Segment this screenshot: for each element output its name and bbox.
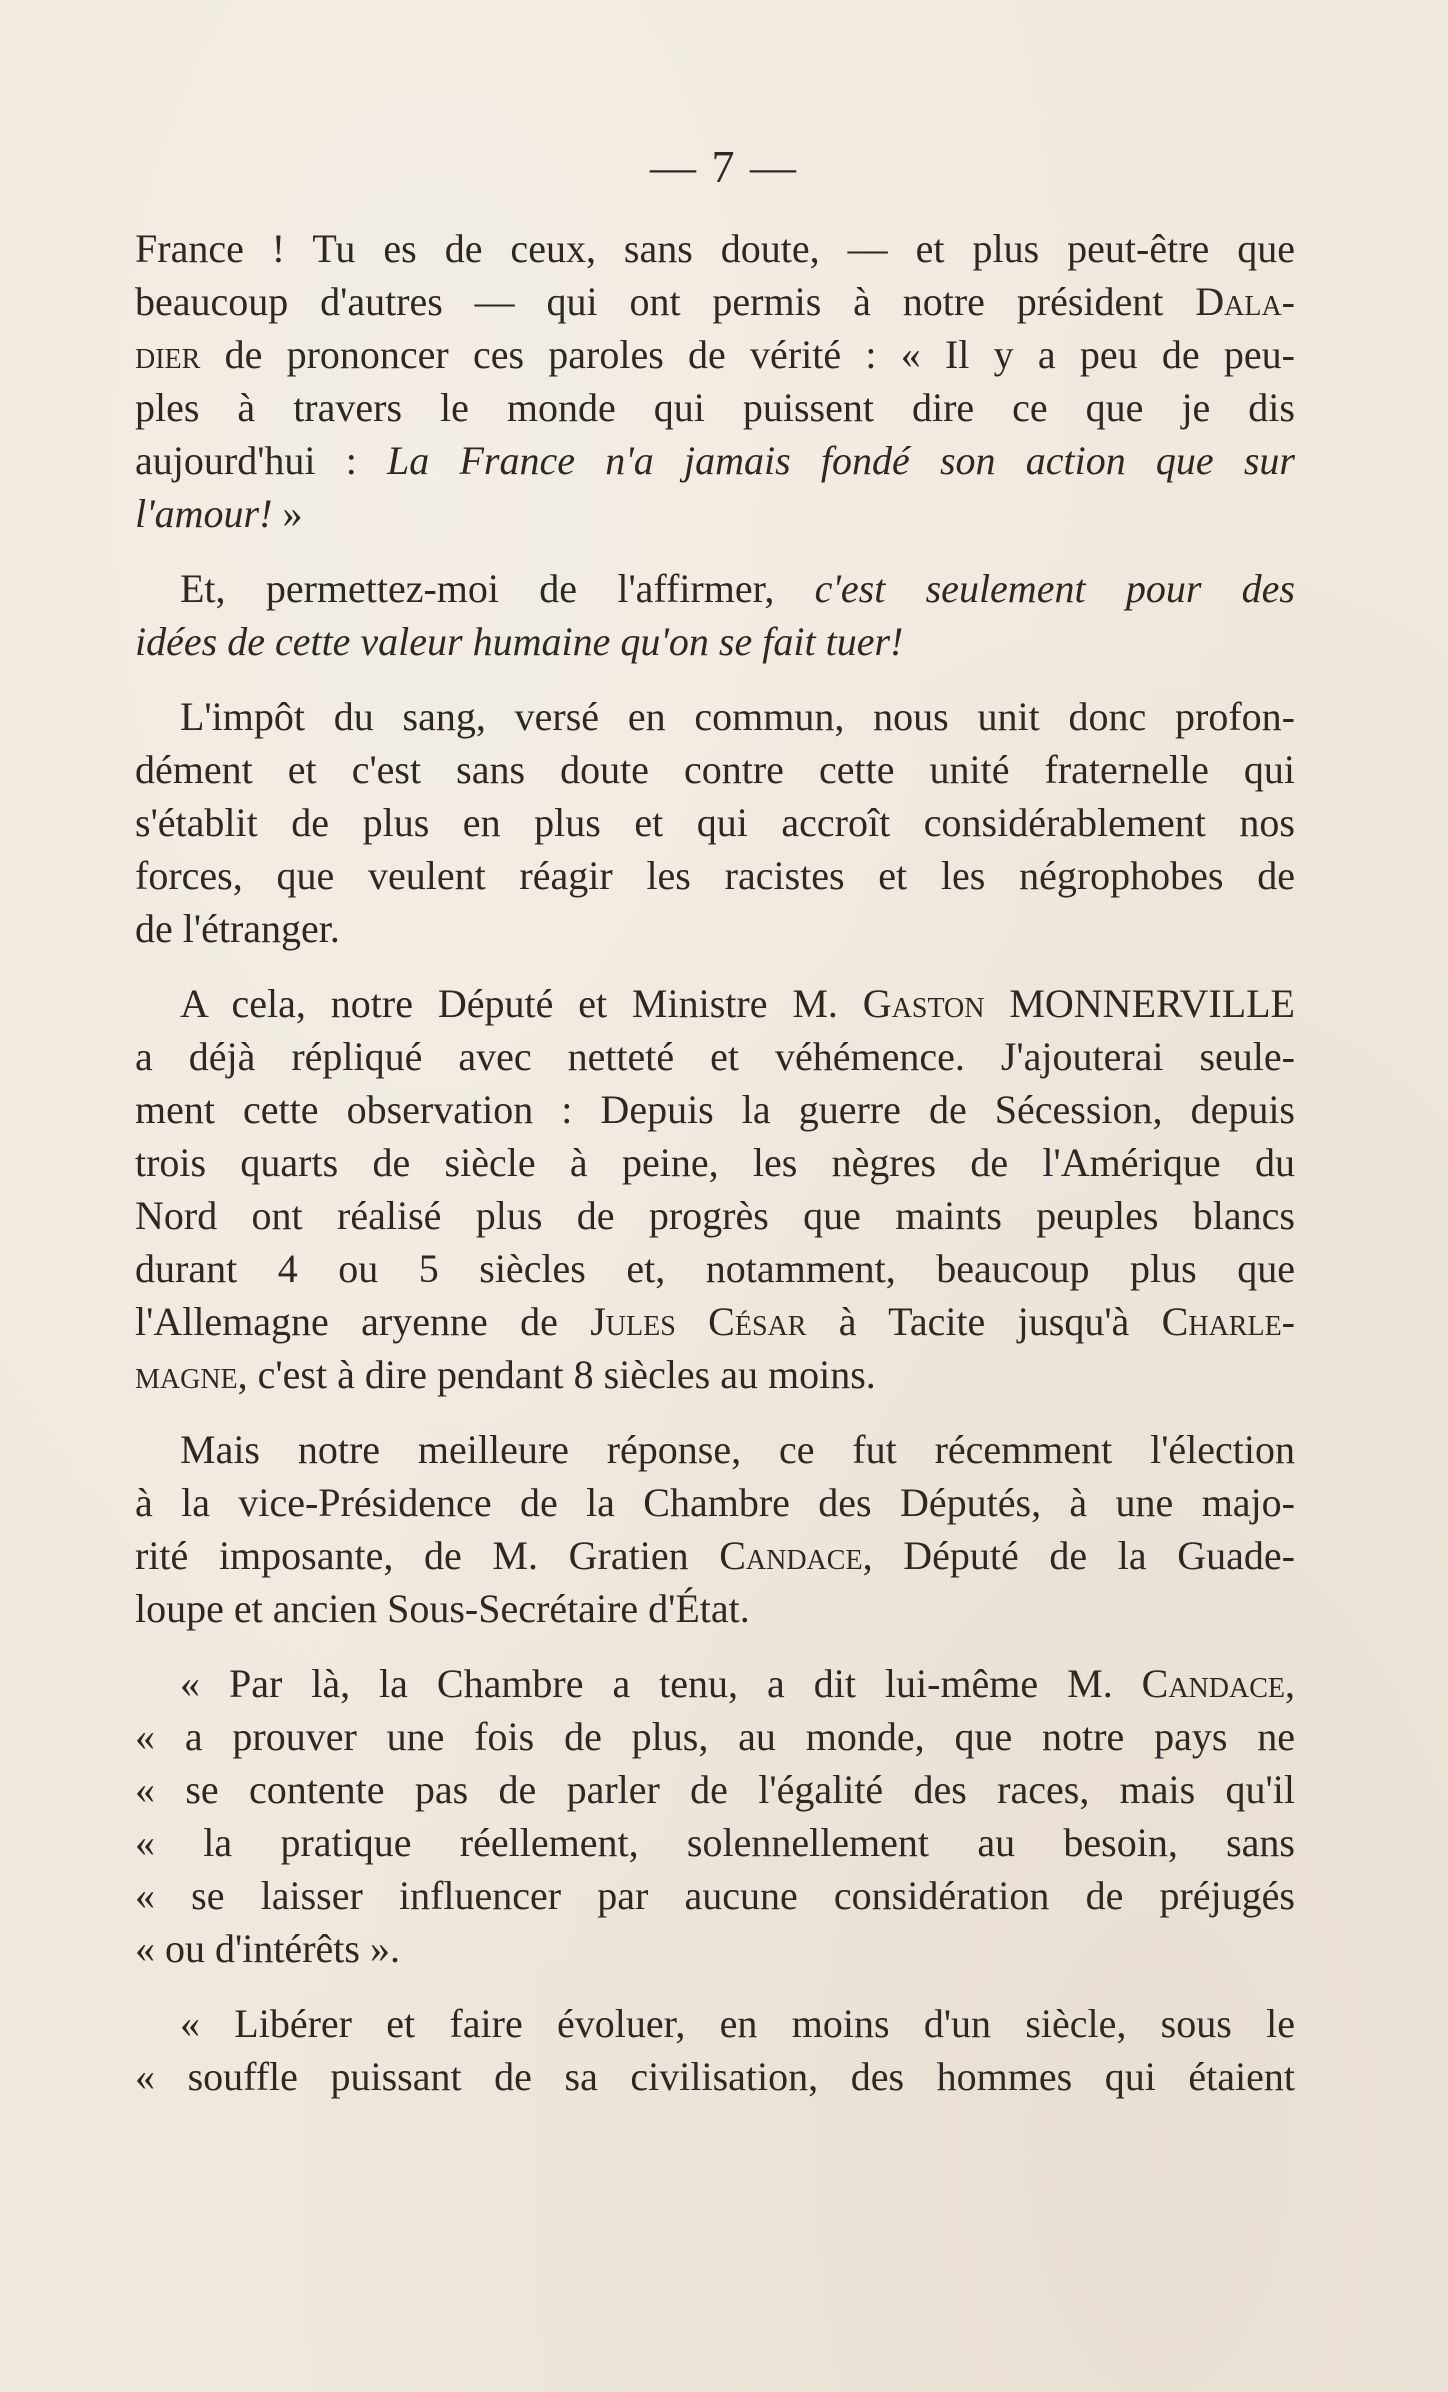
text-line <box>135 902 1295 955</box>
text-line <box>135 1242 1295 1295</box>
text-line <box>135 1816 1295 1869</box>
text-segment: « se contente pas de parler de l'égalité des races, mais qu'il <box>135 1767 1295 1812</box>
text-line <box>135 487 1295 540</box>
text-line <box>135 2050 1295 2103</box>
text-line <box>135 1582 1295 1635</box>
text-segment: Et, permettez-moi de l'affirmer, <box>180 566 815 611</box>
text-line <box>135 743 1295 796</box>
text-segment: a déjà répliqué avec netteté et véhémence. J'ajouterai seule- <box>135 1034 1295 1079</box>
small-caps-text: Jules César <box>590 1299 807 1344</box>
paragraph-gap <box>135 955 1295 977</box>
paragraph <box>135 1997 1295 2103</box>
text-segment: à la vice-Présidence de la Chambre des Députés, à une majo- <box>135 1480 1295 1525</box>
text-line <box>135 690 1295 743</box>
text-line <box>135 796 1295 849</box>
text-segment: « se laisser influencer par aucune considération de préjugés <box>135 1873 1295 1918</box>
text-line <box>135 1529 1295 1582</box>
text-line <box>135 1083 1295 1136</box>
text-segment: à Tacite jusqu'à <box>806 1299 1162 1344</box>
text-segment: « la pratique réellement, solennellement au besoin, sans <box>135 1820 1295 1865</box>
text-line <box>135 434 1295 487</box>
body-text <box>135 222 1295 2103</box>
text-segment: beaucoup d'autres — qui ont permis à notre président <box>135 279 1196 324</box>
text-line <box>135 1423 1295 1476</box>
text-line <box>135 381 1295 434</box>
text-line <box>135 1869 1295 1922</box>
paragraph <box>135 222 1295 540</box>
text-segment: ples à travers le monde qui puissent dire ce que je dis <box>135 385 1295 430</box>
text-segment: l'Allemagne aryenne de <box>135 1299 591 1344</box>
paragraph-gap <box>135 668 1295 690</box>
small-caps-text: Gaston <box>862 981 985 1026</box>
text-line <box>135 1657 1295 1710</box>
text-line <box>135 275 1295 328</box>
text-line <box>135 849 1295 902</box>
paragraph-gap <box>135 1401 1295 1423</box>
text-segment: rité imposante, de M. Gratien <box>135 1533 720 1578</box>
text-segment: , Député de la Guade- <box>862 1533 1295 1578</box>
italic-text: idées de cette valeur humaine qu'on se fait tuer! <box>135 619 904 664</box>
text-segment: « souffle puissant de sa civilisation, des hommes qui étaient <box>135 2054 1295 2099</box>
text-segment: « Par là, la Chambre a tenu, a dit lui-même M. <box>180 1661 1142 1706</box>
text-line <box>135 1136 1295 1189</box>
paragraph-gap <box>135 540 1295 562</box>
text-segment: de prononcer ces paroles de vérité : « Il y a peu de peu- <box>200 332 1295 377</box>
text-line <box>135 977 1295 1030</box>
text-segment: , c'est à dire pendant 8 siècles au moins. <box>237 1352 876 1397</box>
paragraph <box>135 1657 1295 1975</box>
text-segment: durant 4 ou 5 siècles et, notamment, beaucoup plus que <box>135 1246 1295 1291</box>
small-caps-text: dier <box>135 332 201 377</box>
text-segment: de l'étranger. <box>135 906 340 951</box>
text-segment: « Libérer et faire évoluer, en moins d'un siècle, sous le <box>180 2001 1295 2046</box>
text-segment: trois quarts de siècle à peine, les nègres de l'Amérique du <box>135 1140 1295 1185</box>
small-caps-text: Charle- <box>1161 1299 1295 1344</box>
paragraph <box>135 977 1295 1401</box>
text-line <box>135 1189 1295 1242</box>
text-line <box>135 1348 1295 1401</box>
paragraph <box>135 690 1295 955</box>
text-segment: France ! Tu es de ceux, sans doute, — et plus peut-être que <box>135 226 1295 271</box>
text-segment: loupe et ancien Sous-Secrétaire d'État. <box>135 1586 750 1631</box>
small-caps-text: magne <box>135 1352 238 1397</box>
italic-text: l'amour! <box>135 491 273 536</box>
text-segment: aujourd'hui : <box>135 438 388 483</box>
text-line <box>135 1710 1295 1763</box>
small-caps-text: Candace <box>719 1533 863 1578</box>
text-segment: dément et c'est sans doute contre cette unité fraternelle qui <box>135 747 1295 792</box>
paragraph-gap <box>135 1975 1295 1997</box>
text-line <box>135 1030 1295 1083</box>
text-segment: « a prouver une fois de plus, au monde, que notre pays ne <box>135 1714 1295 1759</box>
page-number: — 7 — <box>650 141 798 192</box>
text-segment: Nord ont réalisé plus de progrès que maints peuples blancs <box>135 1193 1295 1238</box>
italic-text: La France n'a jamais fondé son action que sur <box>387 438 1295 483</box>
paragraph-gap <box>135 1635 1295 1657</box>
text-segment: L'impôt du sang, versé en commun, nous unit donc profon- <box>180 694 1295 739</box>
italic-text: c'est seulement pour des <box>814 566 1295 611</box>
text-segment: « ou d'intérêts ». <box>135 1926 400 1971</box>
text-line <box>135 222 1295 275</box>
paragraph <box>135 1423 1295 1635</box>
paragraph <box>135 562 1295 668</box>
text-segment: A cela, notre Député et Ministre M. <box>180 981 863 1026</box>
text-segment: forces, que veulent réagir les racistes et les négrophobes de <box>135 853 1295 898</box>
text-segment: , <box>1285 1661 1295 1706</box>
text-line <box>135 615 1295 668</box>
text-line <box>135 1295 1295 1348</box>
text-line <box>135 1763 1295 1816</box>
small-caps-text: Candace <box>1141 1661 1285 1706</box>
text-segment: » <box>272 491 303 536</box>
text-line <box>135 562 1295 615</box>
text-line <box>135 1922 1295 1975</box>
text-line <box>135 1997 1295 2050</box>
small-caps-text: Dala- <box>1195 279 1295 324</box>
text-segment: Mais notre meilleure réponse, ce fut récemment l'élection <box>180 1427 1295 1472</box>
text-line <box>135 328 1295 381</box>
text-segment: s'établit de plus en plus et qui accroît considérablement nos <box>135 800 1295 845</box>
text-segment: MONNERVILLE <box>984 981 1295 1026</box>
text-segment: ment cette observation : Depuis la guerre de Sécession, depuis <box>135 1087 1295 1132</box>
text-line <box>135 1476 1295 1529</box>
